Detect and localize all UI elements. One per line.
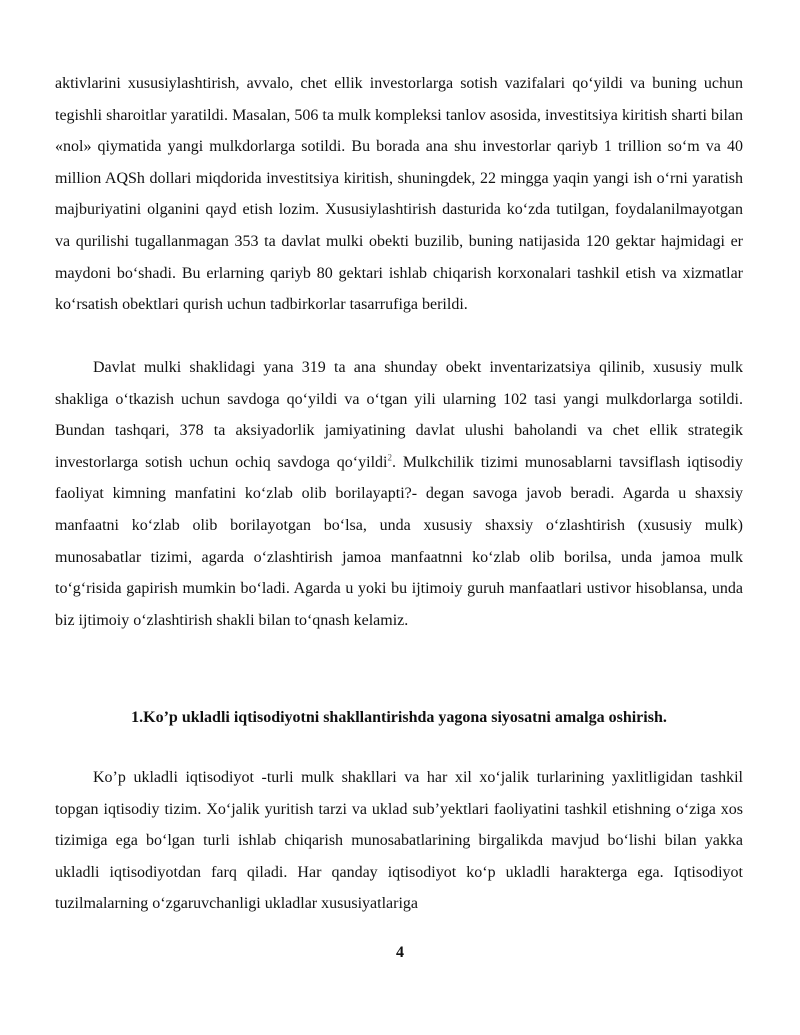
page-number: 4 [396, 944, 404, 961]
body-paragraph-3: Ko’p ukladli iqtisodiyot -turli mulk shakllari va har xil xo‘jalik turlarining yaxlitligidan tashkil topgan iqtisodiy tizim. Xo‘jalik yuritish tarzi va uklad sub’yektlari faoliyatini tashkil etishning o‘ziga xos tizimiga ega bo‘lgan turli ishlab chiqarish munosabatlarining birgalikda mavjud bo‘lishi bilan yakka ukladli iqtisodiyotdan farq qiladi. Har qanday iqtisodiyot ko‘p ukladli harakterga ega. Iqtisodiyot tuzilmalarning o‘zgaruvchanligi ukladlar xususiyatlariga [55, 769, 743, 913]
body-paragraph-1: aktivlarini xususiylashtirish, avvalo, chet ellik investorlarga sotish vazifalari qo‘yildi va buning uchun tegishli sharoitlar yaratildi. Masalan, 506 ta mulk kompleksi tanlov asosida, investitsiya kiritish sharti bilan «nol» qiymatida yangi mulkdorlarga sotildi. Bu borada ana shu investorlar qariyb 1 trillion so‘m va 40 million AQSh dollari miqdorida investitsiya kiritish, shuningdek, 22 mingga yaqin yangi ish o‘rni yaratish majburiyatini olganini qayd etish lozim. Xususiylashtirish dasturida ko‘zda tutilgan, foydalanilmayotgan va qurilishi tugallanmagan 353 ta davlat mulki obekti buzilib, buning natijasida 120 gektar hajmidagi er maydoni bo‘shadi. Bu erlarning qariyb 80 gektari ishlab chiqarish korxonalari tashkil etish va xizmatlar ko‘rsatish obektlari qurish uchun tadbirkorlar tasarrufiga berildi. [55, 75, 743, 314]
paragraph-2-text-a: Davlat mulki shaklidagi yana 319 ta ana shunday obekt inventarizatsiya qilinib, xususiy mulk shakliga o‘tkazish uchun savdoga qo‘yildi va o‘tgan yili ularning 102 tasi yangi mulkdorlarga sotildi. Bundan tashqari, 378 ta aksiyadorlik jamiyatining davlat ulushi baholandi va chet ellik strategik investorlarga sotish uchun ochiq savdoga qo‘yildi [55, 359, 743, 471]
footnote-reference[interactable]: 2 [387, 452, 392, 463]
paragraph-2-text-b: . Mulkchilik tizimi munosablarni tavsiflash iqtisodiy faoliyat kimning manfatini ko‘zlab olib borilayapti?- degan savoga javob beradi. Agarda u shaxsiy manfaatni ko‘zlab olib borilayotgan bo‘lsa, unda xususiy shaxsiy o‘zlashtirish (xususiy mulk) munosabatlar tizimi, agarda o‘zlashtirish jamoa manfaatnni ko‘zlab olib borilsa, unda jamoa mulk to‘g‘risida gapirish mumkin bo‘ladi. Agarda u yoki bu ijtimoiy guruh manfaatlari ustivor hisoblansa, unda biz ijtimoiy o‘zlashtirish shakli bilan to‘qnash kelamiz. [55, 453, 744, 629]
body-paragraph-2 [55, 352, 743, 636]
section-heading: 1.Ko’p ukladli iqtisodiyotni shakllantirishda yagona siyosatni amalga oshirish. [131, 709, 667, 726]
